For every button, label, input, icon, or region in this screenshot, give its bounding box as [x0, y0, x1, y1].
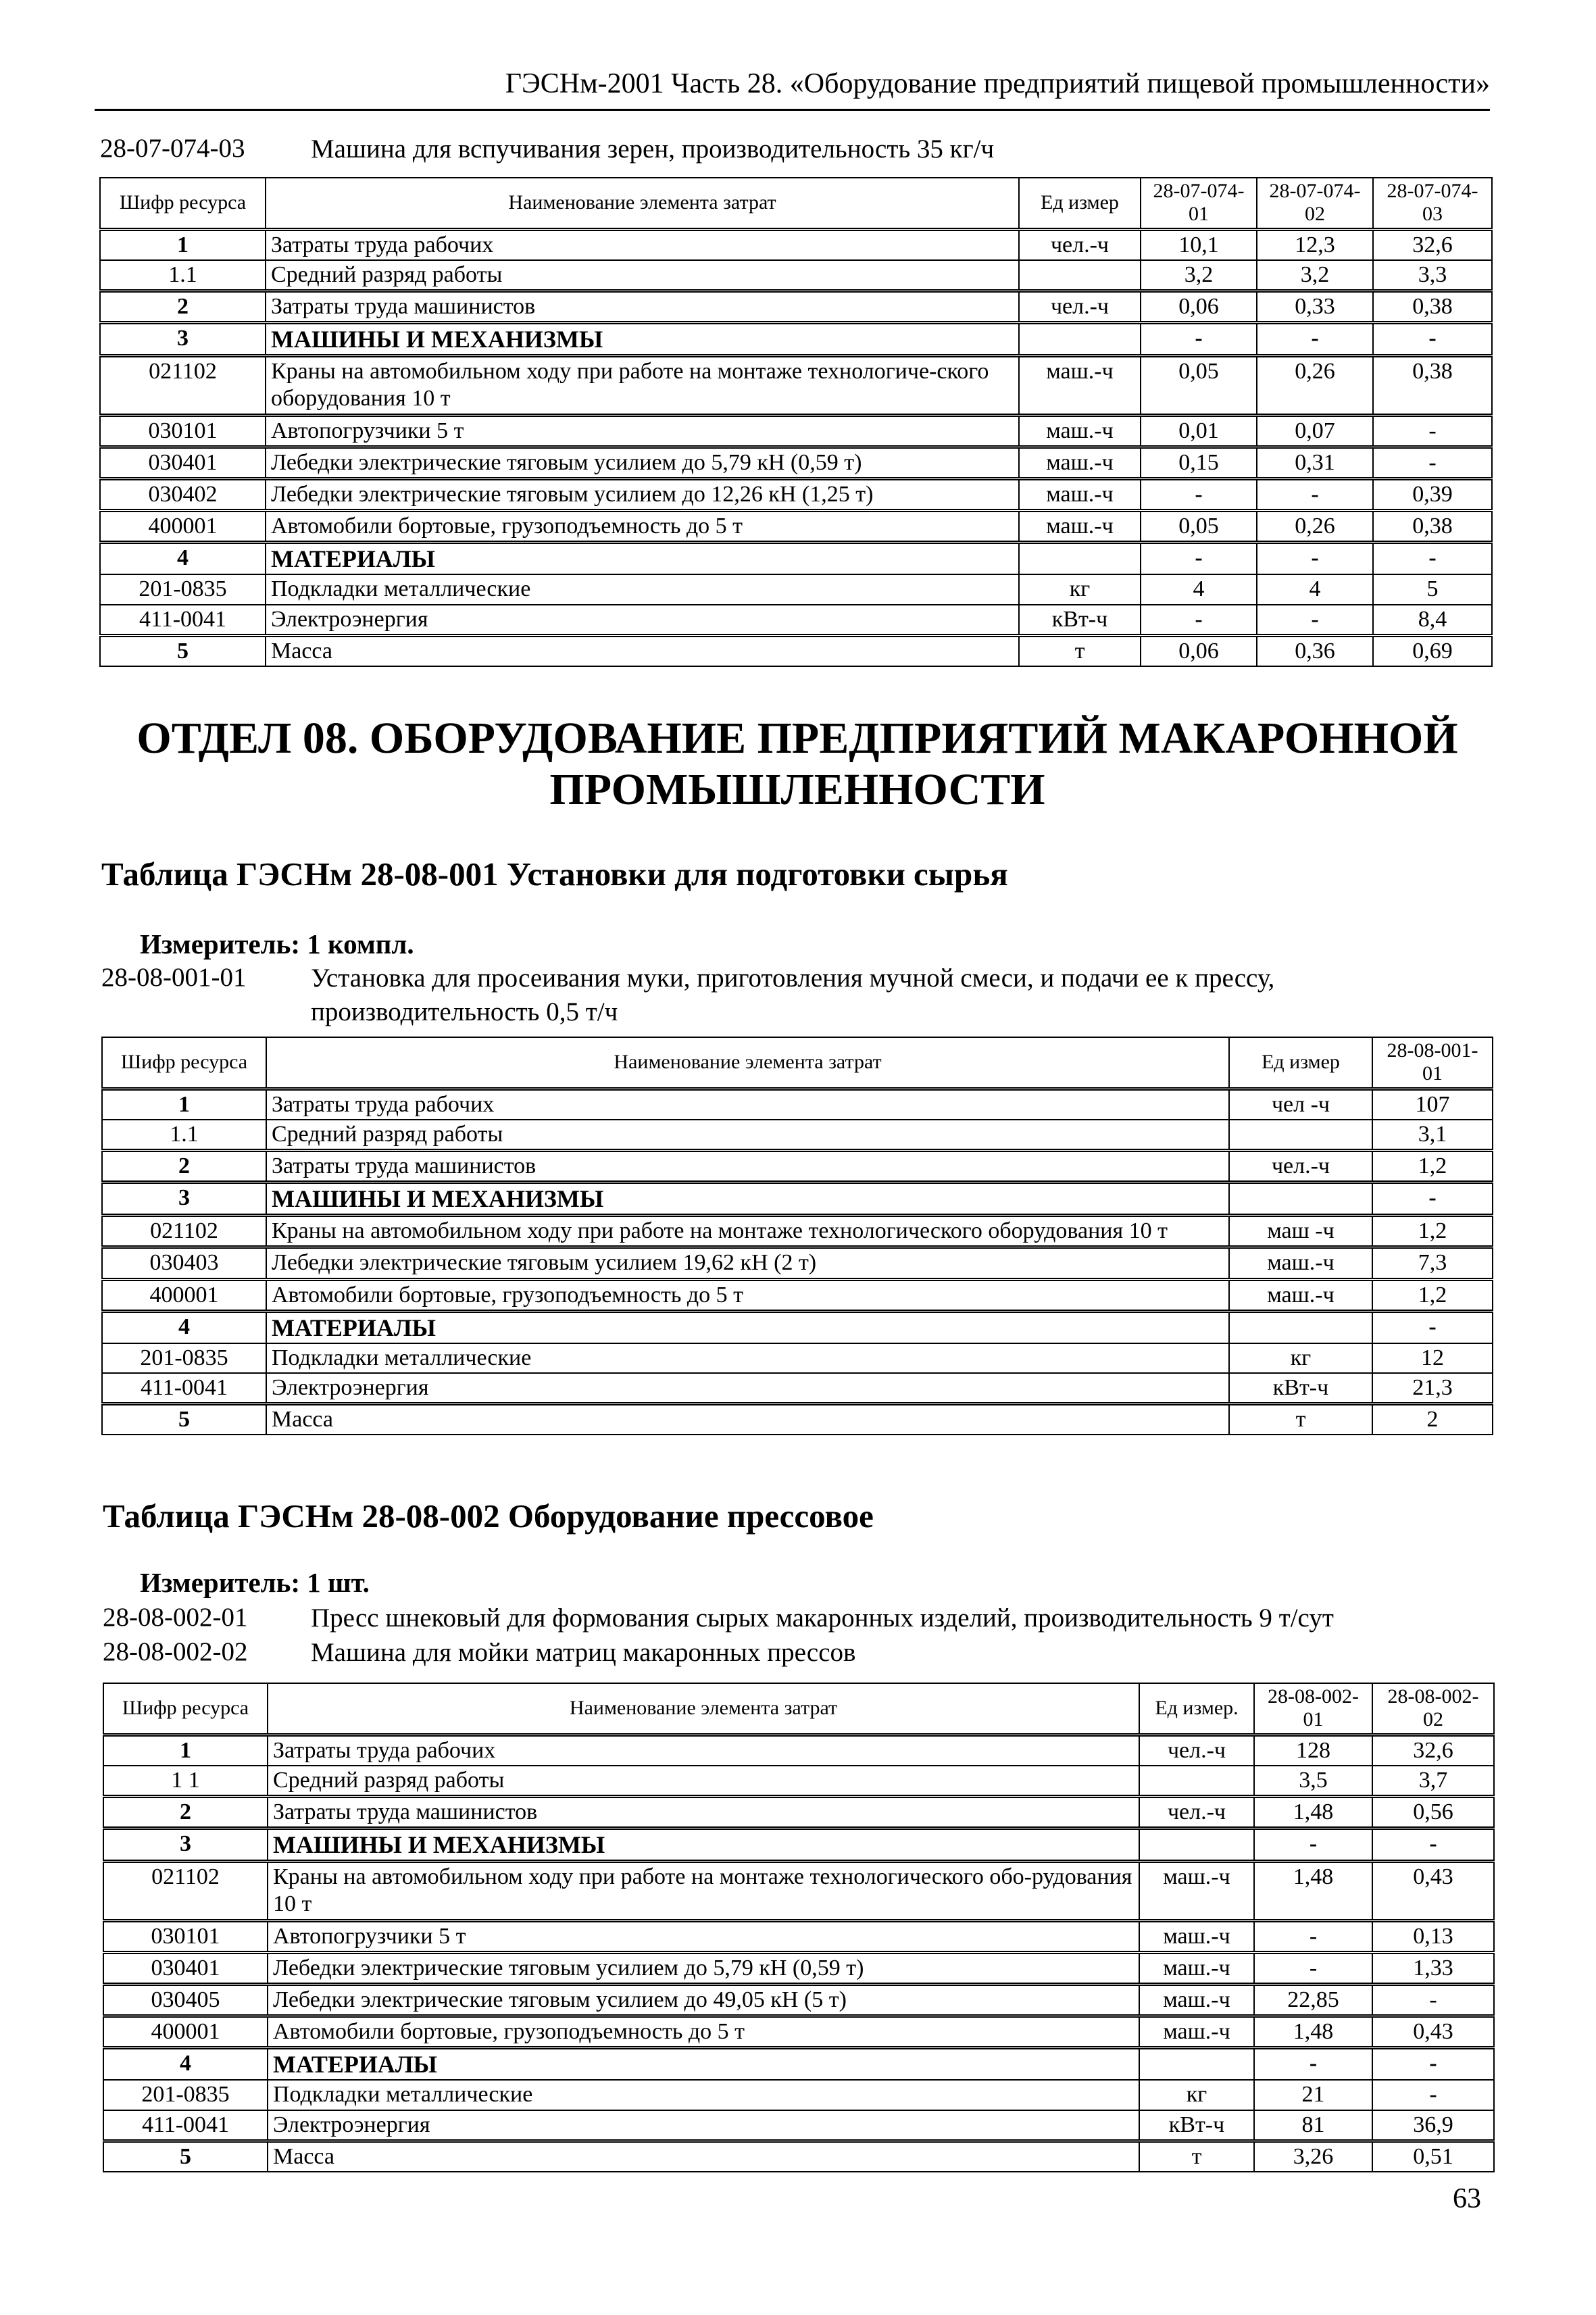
resource-code-cell: 201-0835 — [102, 1343, 266, 1373]
unit-cell — [1229, 1120, 1372, 1151]
unit-cell: чел.-ч — [1229, 1150, 1372, 1182]
page-number: 63 — [1453, 2183, 1481, 2214]
table-row — [100, 478, 1492, 510]
position-code: 28-08-002-01 — [103, 1603, 248, 1632]
unit-cell: маш.-ч — [1229, 1279, 1372, 1311]
norm-value-cell: 0,38 — [1373, 291, 1492, 322]
table-row — [103, 1828, 1494, 1861]
table-row — [102, 1279, 1493, 1311]
column-header-norm: 28-07-074-03 — [1373, 178, 1492, 229]
norm-value-cell: 4 — [1141, 574, 1257, 604]
table-row — [102, 1089, 1493, 1120]
unit-cell: кВт-ч — [1229, 1373, 1372, 1404]
unit-cell: кВт-ч — [1139, 2110, 1254, 2141]
norm-value-cell: 0,26 — [1257, 356, 1373, 415]
unit-cell: маш.-ч — [1019, 447, 1141, 478]
table-row — [102, 1373, 1493, 1404]
resource-name-cell: Затраты труда рабочих — [266, 229, 1019, 260]
resource-name-cell: Автопогрузчики 5 т — [266, 415, 1019, 447]
column-header-unit: Ед измер — [1229, 1037, 1372, 1089]
resource-code-cell: 4 — [103, 2047, 268, 2080]
norm-value-cell: - — [1372, 2047, 1494, 2080]
table-row — [102, 1247, 1493, 1279]
norm-value-cell: 81 — [1254, 2110, 1372, 2141]
norm-value-cell: - — [1141, 542, 1257, 574]
table-row — [100, 260, 1492, 291]
resource-code-cell: 3 — [103, 1828, 268, 1861]
resource-code-cell: 4 — [102, 1311, 266, 1343]
unit-cell — [1229, 1311, 1372, 1343]
norm-value-cell: 0,07 — [1257, 415, 1373, 447]
column-header-unit: Ед измер — [1019, 178, 1141, 229]
unit-cell: маш.-ч — [1139, 2016, 1254, 2047]
resource-code-cell: 400001 — [102, 1279, 266, 1311]
resource-name-cell: Затраты труда рабочих — [266, 1089, 1229, 1120]
table-row — [102, 1216, 1493, 1247]
resource-name-cell: Лебедки электрические тяговым усилием до 49,05 кН (5 т) — [268, 1984, 1139, 2016]
norm-value-cell: 0,38 — [1373, 356, 1492, 415]
norm-value-cell: - — [1257, 322, 1373, 355]
norm-value-cell: 0,51 — [1372, 2141, 1494, 2172]
norm-value-cell: - — [1373, 415, 1492, 447]
norm-value-cell: 0,26 — [1257, 510, 1373, 542]
norm-value-cell: 0,06 — [1141, 291, 1257, 322]
resource-code-cell: 030101 — [100, 415, 266, 447]
unit-cell — [1229, 1182, 1372, 1215]
table-row — [102, 1404, 1493, 1435]
table-row — [103, 2016, 1494, 2047]
resource-code-cell: 411-0041 — [103, 2110, 268, 2141]
resource-code-cell: 5 — [100, 635, 266, 666]
norm-value-cell: 3,7 — [1372, 1766, 1494, 1797]
resource-name-cell: Масса — [266, 635, 1019, 666]
norm-value-cell: 12 — [1372, 1343, 1493, 1373]
resource-name-cell: Краны на автомобильном ходу при работе на монтаже технологического оборудования 10 т — [266, 1216, 1229, 1247]
norm-value-cell: 0,15 — [1141, 447, 1257, 478]
column-header-code: Шифр ресурса — [103, 1683, 268, 1735]
norm-value-cell: - — [1254, 1952, 1372, 1984]
resource-name-cell: Подкладки металлические — [266, 1343, 1229, 1373]
norm-value-cell: 1,2 — [1372, 1150, 1493, 1182]
norm-value-cell: 0,01 — [1141, 415, 1257, 447]
norm-value-cell: - — [1373, 542, 1492, 574]
resource-code-cell: 2 — [103, 1796, 268, 1828]
norm-value-cell: - — [1257, 542, 1373, 574]
unit-cell: чел.-ч — [1019, 291, 1141, 322]
norm-value-cell: 12,3 — [1257, 229, 1373, 260]
resource-code-cell: 021102 — [100, 356, 266, 415]
unit-cell: т — [1229, 1404, 1372, 1435]
norm-value-cell: 0,36 — [1257, 635, 1373, 666]
unit-cell: маш.-ч — [1019, 356, 1141, 415]
norm-value-cell: - — [1372, 1828, 1494, 1861]
resource-code-cell: 030401 — [100, 447, 266, 478]
unit-cell: кВт-ч — [1019, 605, 1141, 636]
table-row — [103, 1735, 1494, 1766]
resource-name-cell: Краны на автомобильном ходу при работе на монтаже технологиче-ского оборудования 10 т — [266, 356, 1019, 415]
table-row — [100, 605, 1492, 636]
table-row — [102, 1182, 1493, 1215]
resource-name-cell: Лебедки электрические тяговым усилием до 12,26 кН (1,25 т) — [266, 478, 1019, 510]
resource-name-cell: МАШИНЫ И МЕХАНИЗМЫ — [266, 1182, 1229, 1215]
norm-value-cell: 21,3 — [1372, 1373, 1493, 1404]
resource-name-cell: Затраты труда машинистов — [268, 1796, 1139, 1828]
resource-code-cell: 1 — [102, 1089, 266, 1120]
table-row — [100, 510, 1492, 542]
resource-name-cell: Лебедки электрические тяговым усилием до 5,79 кН (0,59 т) — [266, 447, 1019, 478]
resource-name-cell: Масса — [268, 2141, 1139, 2172]
table-row — [103, 1796, 1494, 1828]
unit-cell: маш.-ч — [1139, 1862, 1254, 1920]
resource-name-cell: Затраты труда машинистов — [266, 291, 1019, 322]
resource-code-cell: 030403 — [102, 1247, 266, 1279]
norm-value-cell: - — [1372, 1311, 1493, 1343]
unit-cell: чел.-ч — [1139, 1796, 1254, 1828]
position-description: Установка для просеивания муки, приготовления мучной смеси, и подачи ее к прессу, производительность 0,5 т/ч — [311, 964, 1275, 1026]
table-row — [100, 415, 1492, 447]
norm-value-cell: 0,06 — [1141, 635, 1257, 666]
unit-cell: маш.-ч — [1139, 1952, 1254, 1984]
unit-cell: маш.-ч — [1019, 478, 1141, 510]
table-row — [100, 356, 1492, 415]
unit-cell — [1019, 542, 1141, 574]
resource-name-cell: Электроэнергия — [268, 2110, 1139, 2141]
norm-value-cell: 32,6 — [1372, 1735, 1494, 1766]
norm-value-cell: - — [1257, 605, 1373, 636]
resource-name-cell: МАТЕРИАЛЫ — [266, 1311, 1229, 1343]
column-header-norm: 28-08-002-01 — [1254, 1683, 1372, 1735]
column-header-code: Шифр ресурса — [102, 1037, 266, 1089]
norm-value-cell: 3,2 — [1257, 260, 1373, 291]
column-header-name: Наименование элемента затрат — [268, 1683, 1139, 1735]
norm-value-cell: 1,48 — [1254, 1862, 1372, 1920]
norm-value-cell: 0,43 — [1372, 1862, 1494, 1920]
unit-cell — [1019, 322, 1141, 355]
resource-code-cell: 1 — [103, 1735, 268, 1766]
norm-value-cell: - — [1141, 322, 1257, 355]
resource-name-cell: Электроэнергия — [266, 1373, 1229, 1404]
norm-value-cell: - — [1257, 478, 1373, 510]
norm-value-cell: 3,2 — [1141, 260, 1257, 291]
measure-unit: Измеритель: 1 шт. — [140, 1567, 370, 1598]
resource-code-cell: 021102 — [103, 1862, 268, 1920]
norm-value-cell: 1,33 — [1372, 1952, 1494, 1984]
resource-name-cell: МАШИНЫ И МЕХАНИЗМЫ — [268, 1828, 1139, 1861]
table-row — [103, 1766, 1494, 1797]
unit-cell: чел.-ч — [1019, 229, 1141, 260]
unit-cell: чел.-ч — [1139, 1735, 1254, 1766]
header-rule — [95, 109, 1490, 111]
column-header-code: Шифр ресурса — [100, 178, 266, 229]
column-header-norm: 28-07-074-02 — [1257, 178, 1373, 229]
unit-cell: маш.-ч — [1019, 415, 1141, 447]
norm-value-cell: 0,05 — [1141, 510, 1257, 542]
resource-name-cell: МАШИНЫ И МЕХАНИЗМЫ — [266, 322, 1019, 355]
resource-code-cell: 1.1 — [102, 1120, 266, 1151]
column-header-norm: 28-08-002-02 — [1372, 1683, 1494, 1735]
norm-value-cell: - — [1141, 478, 1257, 510]
norm-value-cell: 0,56 — [1372, 1796, 1494, 1828]
resource-name-cell: Автопогрузчики 5 т — [268, 1920, 1139, 1952]
unit-cell: маш.-ч — [1019, 510, 1141, 542]
table-row — [100, 291, 1492, 322]
resource-code-cell: 5 — [103, 2141, 268, 2172]
unit-cell: маш.-ч — [1229, 1247, 1372, 1279]
norm-value-cell: 32,6 — [1373, 229, 1492, 260]
norm-value-cell: 0,13 — [1372, 1920, 1494, 1952]
table-row — [103, 1920, 1494, 1952]
resource-code-cell: 021102 — [102, 1216, 266, 1247]
unit-cell — [1139, 2047, 1254, 2080]
norm-value-cell: 0,69 — [1373, 635, 1492, 666]
resource-code-cell: 2 — [102, 1150, 266, 1182]
table-title: Таблица ГЭСНм 28-08-001 Установки для подготовки сырья — [101, 855, 1008, 893]
table-row — [103, 1952, 1494, 1984]
resource-name-cell: Автомобили бортовые, грузоподъемность до 5 т — [268, 2016, 1139, 2047]
unit-cell — [1019, 260, 1141, 291]
position-code: 28-08-002-02 — [103, 1637, 248, 1666]
resource-name-cell: Автомобили бортовые, грузоподъемность до 5 т — [266, 510, 1019, 542]
resource-code-cell: 201-0835 — [103, 2080, 268, 2110]
measure-unit: Измеритель: 1 компл. — [140, 928, 414, 960]
unit-cell: маш.-ч — [1139, 1920, 1254, 1952]
norm-value-cell: 3,5 — [1254, 1766, 1372, 1797]
norm-value-cell: - — [1254, 1828, 1372, 1861]
table-row — [103, 2047, 1494, 2080]
resource-name-cell: Средний разряд работы — [266, 1120, 1229, 1151]
norm-value-cell: 0,05 — [1141, 356, 1257, 415]
column-header-unit: Ед измер. — [1139, 1683, 1254, 1735]
resource-name-cell: Лебедки электрические тяговым усилием до 5,79 кН (0,59 т) — [268, 1952, 1139, 1984]
table-row — [103, 2080, 1494, 2110]
norm-value-cell: 7,3 — [1372, 1247, 1493, 1279]
norm-value-cell: 1,2 — [1372, 1216, 1493, 1247]
resource-name-cell: МАТЕРИАЛЫ — [266, 542, 1019, 574]
norm-value-cell: 2 — [1372, 1404, 1493, 1435]
norm-value-cell: 3,1 — [1372, 1120, 1493, 1151]
resource-name-cell: Затраты труда машинистов — [266, 1150, 1229, 1182]
table-row — [102, 1343, 1493, 1373]
resource-code-cell: 3 — [102, 1182, 266, 1215]
norm-value-cell: 128 — [1254, 1735, 1372, 1766]
norm-value-cell: 1,2 — [1372, 1279, 1493, 1311]
norm-value-cell: 0,39 — [1373, 478, 1492, 510]
norm-value-cell: - — [1254, 2047, 1372, 2080]
resource-code-cell: 411-0041 — [100, 605, 266, 636]
norm-value-cell: - — [1141, 605, 1257, 636]
resource-code-cell: 201-0835 — [100, 574, 266, 604]
unit-cell — [1139, 1828, 1254, 1861]
resource-code-cell: 411-0041 — [102, 1373, 266, 1404]
norm-value-cell: - — [1373, 322, 1492, 355]
norm-value-cell: 21 — [1254, 2080, 1372, 2110]
resource-name-cell: Масса — [266, 1404, 1229, 1435]
norm-value-cell: - — [1373, 447, 1492, 478]
norm-value-cell: 5 — [1373, 574, 1492, 604]
norm-value-cell: - — [1372, 2080, 1494, 2110]
norm-value-cell: - — [1254, 1920, 1372, 1952]
column-header-name: Наименование элемента затрат — [266, 178, 1019, 229]
resource-code-cell: 2 — [100, 291, 266, 322]
table-row — [103, 1984, 1494, 2016]
resource-name-cell: Подкладки металлические — [268, 2080, 1139, 2110]
resource-code-cell: 030405 — [103, 1984, 268, 2016]
resource-code-cell: 3 — [100, 322, 266, 355]
norm-value-cell: 0,31 — [1257, 447, 1373, 478]
position-description: Машина для вспучивания зерен, производительность 35 кг/ч — [311, 134, 995, 164]
resource-name-cell: МАТЕРИАЛЫ — [268, 2047, 1139, 2080]
table-row — [100, 542, 1492, 574]
table-row — [103, 2141, 1494, 2172]
unit-cell: т — [1019, 635, 1141, 666]
running-header: ГЭСНм-2001 Часть 28. «Оборудование предприятий пищевой промышленности» — [505, 68, 1490, 99]
resource-name-cell: Электроэнергия — [266, 605, 1019, 636]
resource-name-cell: Краны на автомобильном ходу при работе на монтаже технологического обо-рудования 10 т — [268, 1862, 1139, 1920]
position-description: Машина для мойки матриц макаронных прессов — [311, 1638, 856, 1667]
table-row — [100, 447, 1492, 478]
table-row — [102, 1150, 1493, 1182]
resource-name-cell: Средний разряд работы — [266, 260, 1019, 291]
table-row — [100, 322, 1492, 355]
resource-code-cell: 400001 — [103, 2016, 268, 2047]
norm-value-cell: 10,1 — [1141, 229, 1257, 260]
norm-value-cell: 0,33 — [1257, 291, 1373, 322]
resource-code-cell: 4 — [100, 542, 266, 574]
unit-cell: кг — [1139, 2080, 1254, 2110]
unit-cell: кг — [1229, 1343, 1372, 1373]
norm-value-cell: 107 — [1372, 1089, 1493, 1120]
resource-code-cell: 1 — [100, 229, 266, 260]
norm-value-cell: - — [1372, 1182, 1493, 1215]
table-row — [100, 229, 1492, 260]
resource-table-28-08-002 — [103, 1683, 1495, 2172]
norm-value-cell: 36,9 — [1372, 2110, 1494, 2141]
norm-value-cell: 8,4 — [1373, 605, 1492, 636]
table-row — [102, 1120, 1493, 1151]
resource-name-cell: Затраты труда рабочих — [268, 1735, 1139, 1766]
table-row — [100, 574, 1492, 604]
position-description: Пресс шнековый для формования сырых макаронных изделий, производительность 9 т/сут — [311, 1603, 1334, 1633]
table-row — [102, 1311, 1493, 1343]
resource-table-28-08-001 — [101, 1037, 1493, 1435]
table-row — [103, 2110, 1494, 2141]
unit-cell: кг — [1019, 574, 1141, 604]
resource-name-cell: Лебедки электрические тяговым усилием 19,62 кН (2 т) — [266, 1247, 1229, 1279]
norm-value-cell: 4 — [1257, 574, 1373, 604]
resource-code-cell: 5 — [102, 1404, 266, 1435]
column-header-name: Наименование элемента затрат — [266, 1037, 1229, 1089]
resource-code-cell: 400001 — [100, 510, 266, 542]
unit-cell — [1139, 1766, 1254, 1797]
section-heading: ОТДЕЛ 08. ОБОРУДОВАНИЕ ПРЕДПРИЯТИЙ МАКАРОННОЙ ПРОМЫШЛЕННОСТИ — [136, 714, 1458, 814]
resource-name-cell: Подкладки металлические — [266, 574, 1019, 604]
unit-cell: чел -ч — [1229, 1089, 1372, 1120]
resource-name-cell: Средний разряд работы — [268, 1766, 1139, 1797]
position-code: 28-08-001-01 — [101, 963, 247, 992]
resource-code-cell: 030402 — [100, 478, 266, 510]
resource-name-cell: Автомобили бортовые, грузоподъемность до 5 т — [266, 1279, 1229, 1311]
norm-value-cell: 1,48 — [1254, 2016, 1372, 2047]
norm-value-cell: 0,38 — [1373, 510, 1492, 542]
position-code: 28-07-074-03 — [100, 134, 245, 163]
resource-code-cell: 030101 — [103, 1920, 268, 1952]
unit-cell: маш.-ч — [1139, 1984, 1254, 2016]
norm-value-cell: - — [1372, 1984, 1494, 2016]
table-row — [100, 635, 1492, 666]
column-header-norm: 28-07-074-01 — [1141, 178, 1257, 229]
norm-value-cell: 3,3 — [1373, 260, 1492, 291]
norm-value-cell: 1,48 — [1254, 1796, 1372, 1828]
column-header-norm: 28-08-001-01 — [1372, 1037, 1493, 1089]
table-title: Таблица ГЭСНм 28-08-002 Оборудование прессовое — [103, 1497, 874, 1535]
resource-code-cell: 1.1 — [100, 260, 266, 291]
unit-cell: маш -ч — [1229, 1216, 1372, 1247]
norm-value-cell: 3,26 — [1254, 2141, 1372, 2172]
resource-code-cell: 1 1 — [103, 1766, 268, 1797]
norm-value-cell: 22,85 — [1254, 1984, 1372, 2016]
table-row — [103, 1862, 1494, 1920]
resource-table-28-07-074 — [99, 177, 1493, 667]
resource-code-cell: 030401 — [103, 1952, 268, 1984]
norm-value-cell: 0,43 — [1372, 2016, 1494, 2047]
unit-cell: т — [1139, 2141, 1254, 2172]
